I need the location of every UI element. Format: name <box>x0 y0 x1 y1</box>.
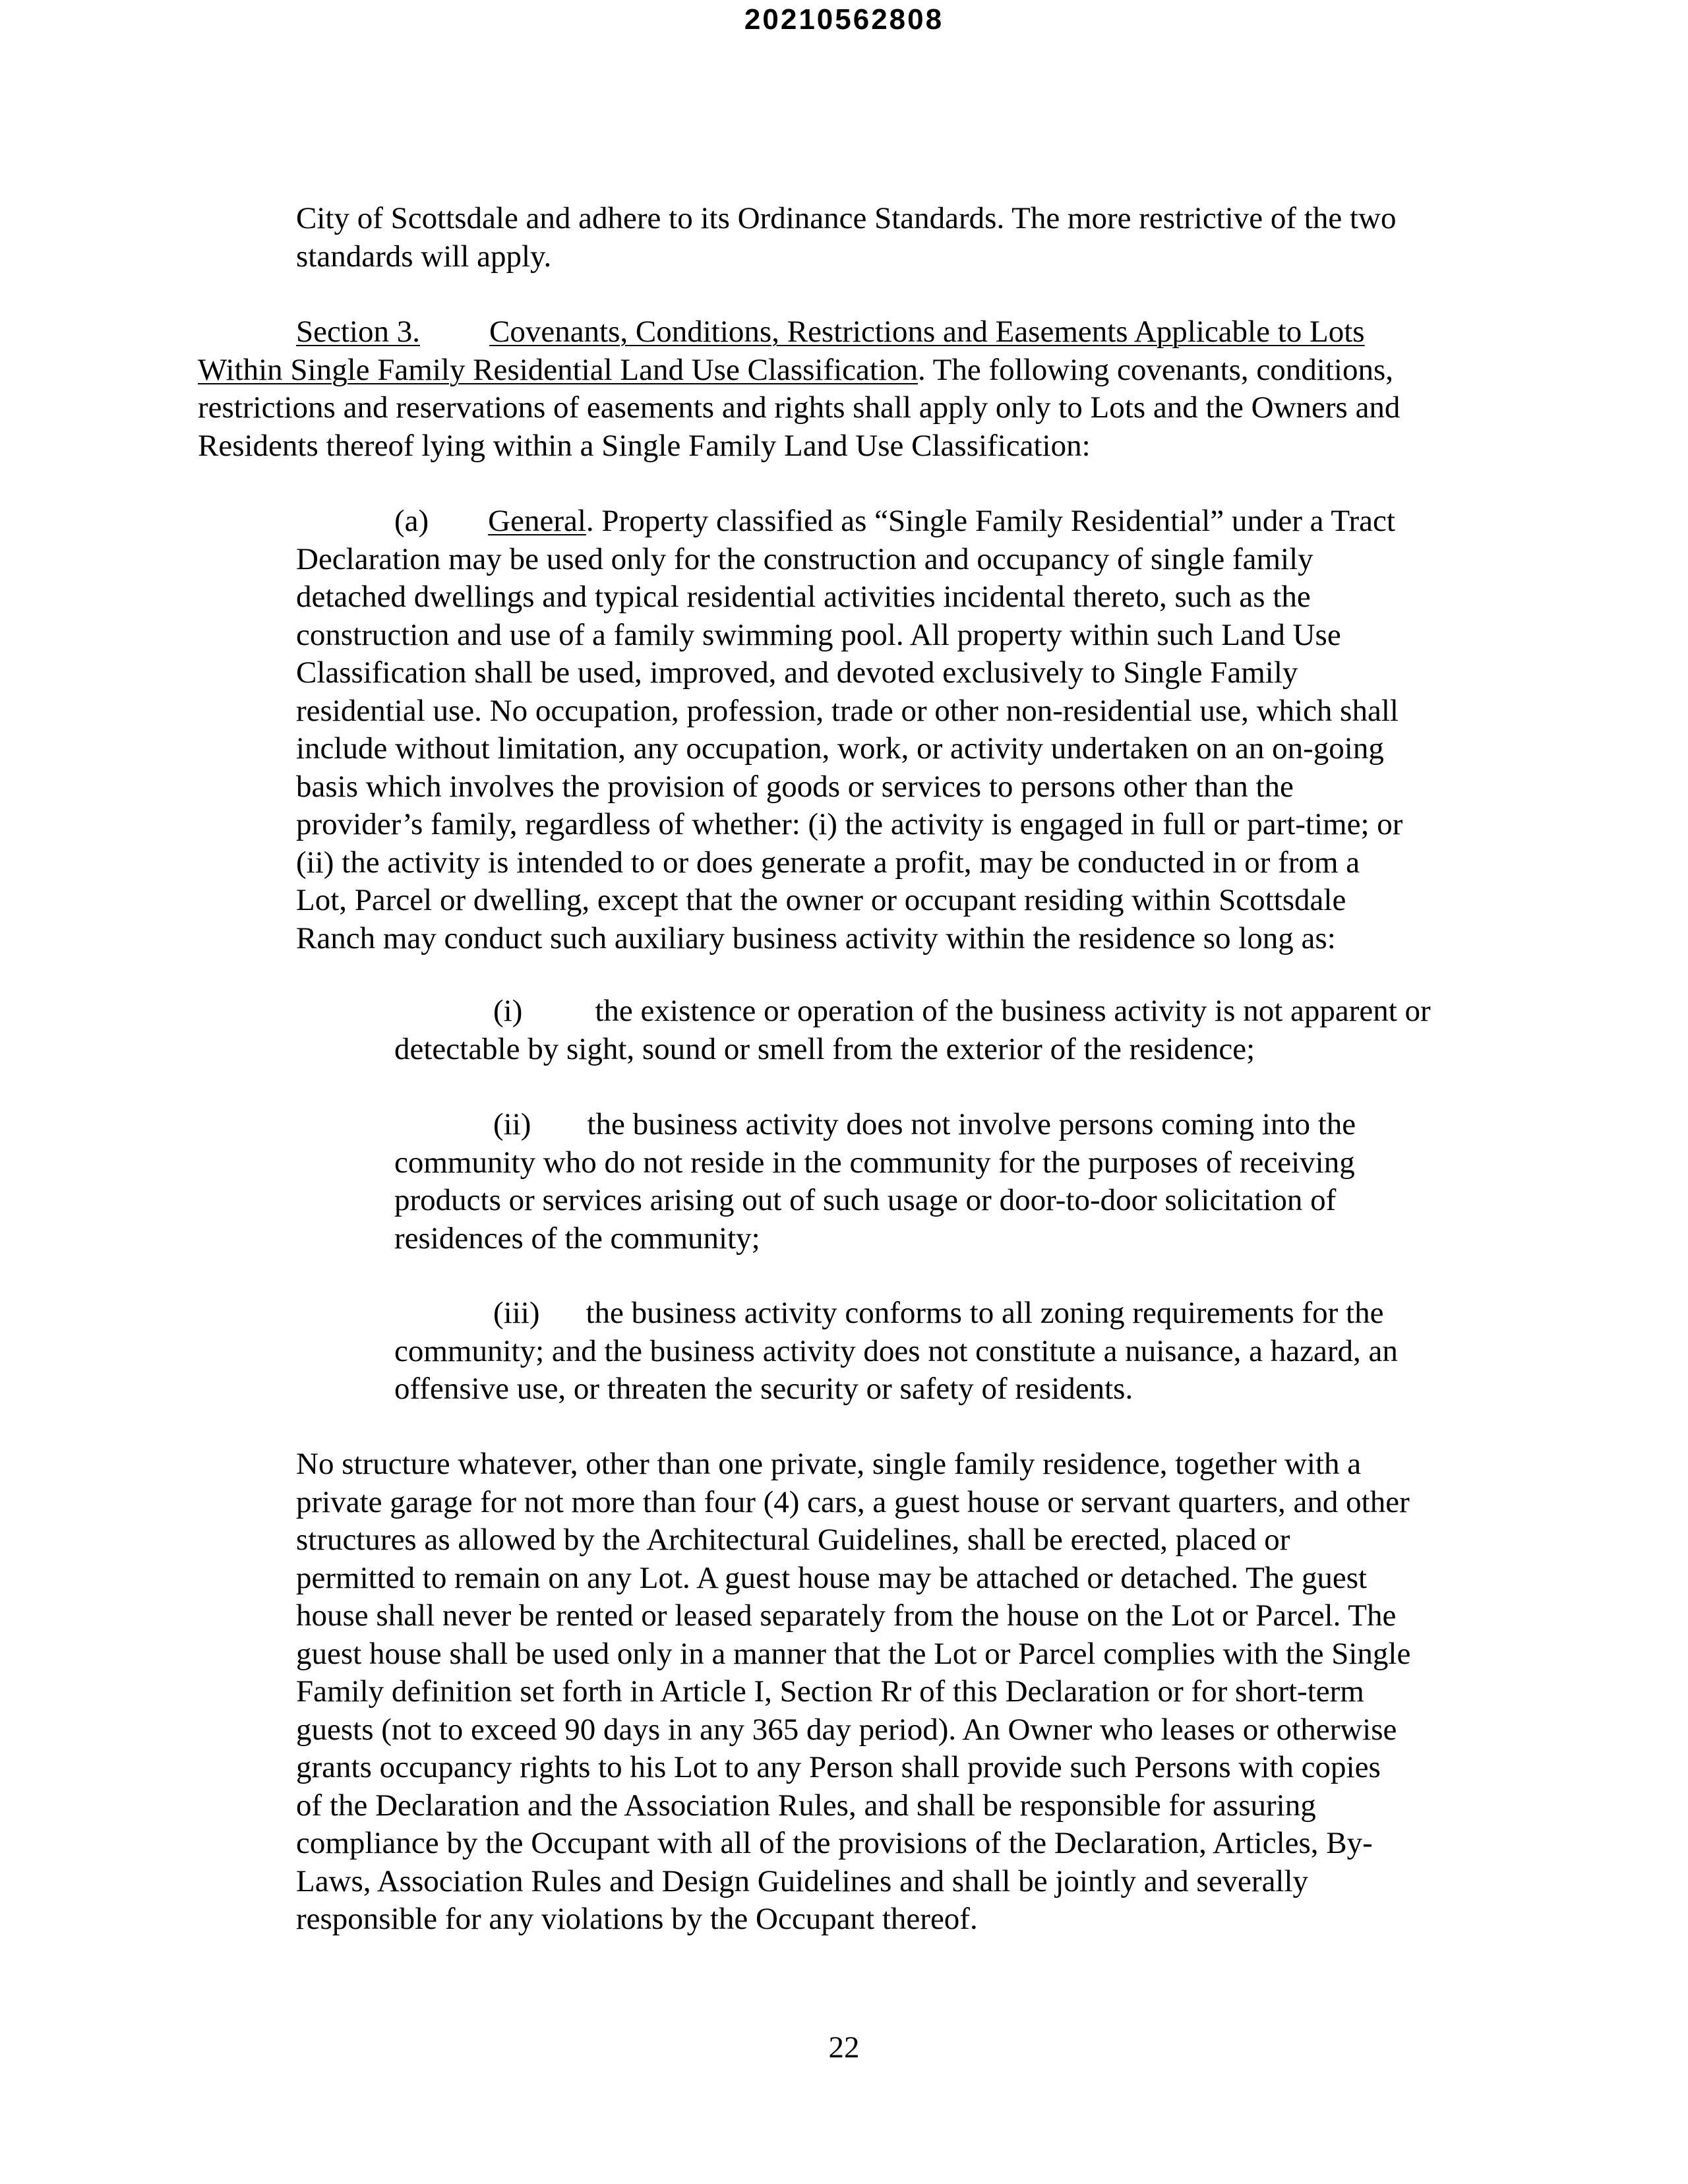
text-line: include without limitation, any occupation, work, or activity undertaken on an on-going <box>296 731 1384 766</box>
section-3-title-part2: Within Single Family Residential Land Use Classification <box>198 352 919 387</box>
text-line: standards will apply. <box>296 239 552 274</box>
text-line: provider’s family, regardless of whether: (i) the activity is engaged in full or part-time; or <box>296 807 1403 841</box>
text-line: Declaration may be used only for the construction and occupancy of single family <box>296 541 1313 576</box>
subsection-a-marker: (a) <box>394 504 429 538</box>
text-line: restrictions and reservations of easements and rights shall apply only to Lots and the Owners and <box>198 390 1401 425</box>
item-ii-paragraph <box>394 1144 1355 1258</box>
text-line: City of Scottsdale and adhere to its Ordinance Standards. The more restrictive of the two <box>296 201 1397 235</box>
item-ii-marker: (ii) <box>493 1107 531 1141</box>
text-line: No structure whatever, other than one private, single family residence, together with a <box>296 1447 1362 1481</box>
text-line: basis which involves the provision of goods or services to persons other than the <box>296 769 1294 804</box>
item-iii-marker: (iii) <box>493 1296 540 1330</box>
text-line: responsible for any violations by the Occupant thereof. <box>296 1902 978 1936</box>
text-line: Laws, Association Rules and Design Guidelines and shall be jointly and severally <box>296 1864 1309 1898</box>
item-i-first-line <box>493 992 1431 1031</box>
continuation-paragraph <box>296 200 1396 276</box>
closing-paragraph <box>296 1445 1410 1939</box>
item-i-first-text: the existence or operation of the business activity is not apparent or <box>595 994 1431 1028</box>
text-line: grants occupancy rights to his Lot to any Person shall provide such Persons with copies <box>296 1750 1381 1784</box>
text-line: detached dwellings and typical residential activities incidental thereto, such as the <box>296 580 1311 614</box>
text-line: Classification shall be used, improved, and devoted exclusively to Single Family <box>296 655 1298 690</box>
subsection-a-first-line <box>394 502 1395 541</box>
text-line: Family definition set forth in Article I, Section Rr of this Declaration or for short-term <box>296 1674 1364 1709</box>
text-line: detectable by sight, sound or smell from the exterior of the residence; <box>394 1031 1255 1066</box>
item-iii-first-line <box>493 1294 1383 1333</box>
text-line: residences of the community; <box>394 1221 760 1256</box>
text-line: products or services arising out of such usage or door-to-door solicitation of <box>394 1183 1337 1217</box>
text-line: of the Declaration and the Association Rules, and shall be responsible for assuring <box>296 1788 1316 1823</box>
section-3-paragraph <box>198 351 1400 466</box>
section-3-heading-line <box>296 313 1365 351</box>
item-iii-first-text: the business activity conforms to all zoning requirements for the <box>586 1296 1384 1330</box>
item-ii-first-line <box>493 1106 1356 1144</box>
subsection-a-heading: General <box>488 504 586 538</box>
text-line: construction and use of a family swimming pool. All property within such Land Use <box>296 617 1341 652</box>
text-line: offensive use, or threaten the security or safety of residents. <box>394 1372 1133 1406</box>
section-3-label: Section 3. <box>296 315 420 349</box>
text-line: compliance by the Occupant with all of the provisions of the Declaration, Articles, By- <box>296 1826 1373 1860</box>
text-line: residential use. No occupation, profession, trade or other non-residential use, which shall <box>296 693 1399 728</box>
subsection-a-paragraph <box>296 541 1402 958</box>
item-iii-paragraph <box>394 1333 1398 1409</box>
text-line: house shall never be rented or leased separately from the house on the Lot or Parcel. The <box>296 1598 1397 1633</box>
text-line: guest house shall be used only in a manner that the Lot or Parcel complies with the Single <box>296 1636 1411 1671</box>
text-line: community who do not reside in the community for the purposes of receiving <box>394 1145 1355 1180</box>
page-number: 22 <box>828 2030 860 2065</box>
text-line: community; and the business activity does not constitute a nuisance, a hazard, an <box>394 1333 1398 1368</box>
text-line: structures as allowed by the Architectural Guidelines, shall be erected, placed or <box>296 1523 1290 1557</box>
text-line: Residents thereof lying within a Single Family Land Use Classification: <box>198 428 1091 463</box>
text-line: Lot, Parcel or dwelling, except that the owner or occupant residing within Scottsdale <box>296 883 1346 917</box>
text-line: private garage for not more than four (4) cars, a guest house or servant quarters, and other <box>296 1484 1410 1519</box>
section-3-intro: . The following covenants, conditions, <box>918 352 1394 387</box>
recording-number: 20210562808 <box>744 3 944 36</box>
item-i-marker: (i) <box>493 994 523 1028</box>
item-i-paragraph <box>394 1031 1255 1069</box>
text-line: Ranch may conduct such auxiliary business activity within the residence so long as: <box>296 921 1336 956</box>
text-line: guests (not to exceed 90 days in any 365 day period). An Owner who leases or otherwise <box>296 1712 1397 1747</box>
text-line: (ii) the activity is intended to or does generate a profit, may be conducted in or from a <box>296 845 1360 880</box>
text-line: permitted to remain on any Lot. A guest house may be attached or detached. The guest <box>296 1560 1368 1595</box>
item-ii-first-text: the business activity does not involve persons coming into the <box>587 1107 1356 1141</box>
subsection-a-first-line-text: . Property classified as “Single Family Residential” under a Tract <box>586 504 1395 538</box>
section-3-title-part1: Covenants, Conditions, Restrictions and Easements Applicable to Lots <box>489 315 1365 349</box>
